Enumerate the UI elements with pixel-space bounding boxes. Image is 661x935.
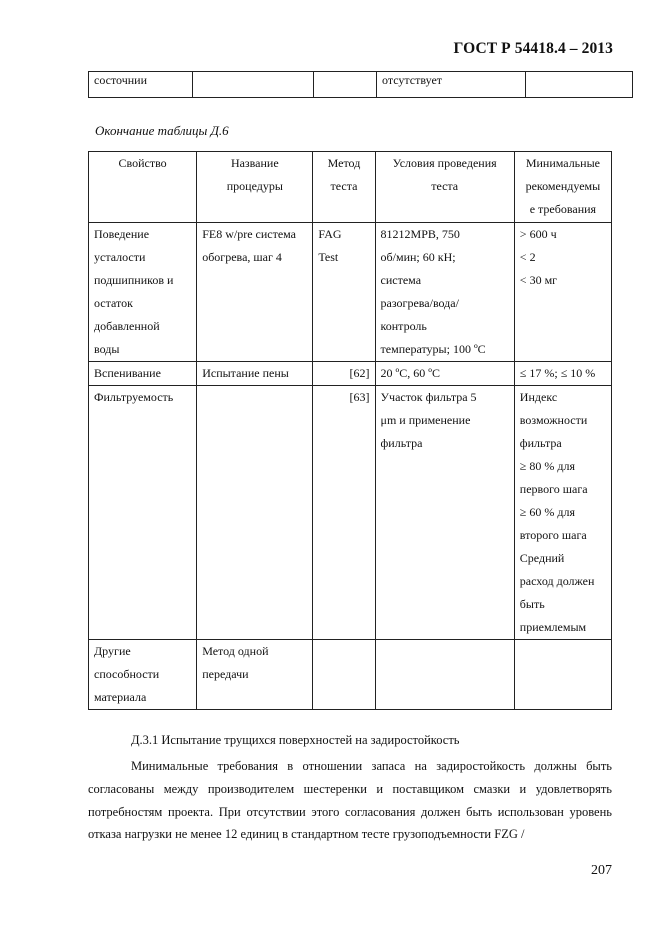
table-cell bbox=[313, 640, 375, 710]
cell-text: материала bbox=[94, 690, 147, 704]
table-cell bbox=[514, 223, 611, 362]
table-cell bbox=[375, 386, 514, 640]
cell-text: подшипников и bbox=[94, 273, 174, 287]
header-text: е требования bbox=[529, 202, 597, 216]
cell-text: [62] bbox=[349, 366, 370, 380]
cell-text: > 600 ч bbox=[519, 227, 557, 241]
table-cell bbox=[313, 362, 375, 386]
column-header bbox=[514, 152, 611, 223]
cell-text: Метод одной bbox=[202, 644, 269, 658]
column-header bbox=[89, 152, 197, 223]
cell-text: второго шага bbox=[519, 528, 587, 542]
column-header bbox=[375, 152, 514, 223]
table-cell bbox=[514, 386, 611, 640]
cell-text: μm и применение bbox=[380, 413, 471, 427]
cell-text: расход должен bbox=[519, 574, 595, 588]
table-row bbox=[89, 362, 612, 386]
previous-table-row bbox=[88, 71, 633, 98]
cell-text: Участок фильтра 5 bbox=[380, 390, 477, 404]
table-cell bbox=[197, 640, 313, 710]
table-header-row bbox=[89, 152, 612, 223]
cell-text: 81212MPB, 750 bbox=[380, 227, 460, 241]
cell-text: FAG bbox=[318, 227, 342, 241]
cell-text: Испытание пены bbox=[202, 366, 289, 380]
cell-text: ≤ 17 %; ≤ 10 % bbox=[519, 366, 596, 380]
cell-text: FE8 w/pre система bbox=[202, 227, 297, 241]
header-text: Свойство bbox=[118, 156, 167, 170]
header-text: теста bbox=[431, 179, 459, 193]
table-row bbox=[89, 223, 612, 362]
properties-table bbox=[88, 151, 612, 710]
table-cell: отсутствует bbox=[377, 72, 526, 98]
table-cell bbox=[526, 72, 633, 98]
header-text: процедуры bbox=[226, 179, 283, 193]
cell-text: Средний bbox=[519, 551, 565, 565]
header-text: рекомендуемы bbox=[525, 179, 601, 193]
header-text: Условия проведения bbox=[392, 156, 497, 170]
cell-text: температуры; 100 ºС bbox=[380, 342, 486, 356]
cell-text: возможности bbox=[519, 413, 588, 427]
cell-text: фильтра bbox=[380, 436, 423, 450]
table-cell bbox=[375, 223, 514, 362]
table-cell bbox=[89, 362, 197, 386]
cell-text: < 30 мг bbox=[519, 273, 558, 287]
header-text: Минимальные bbox=[525, 156, 600, 170]
table-cell bbox=[89, 223, 197, 362]
document-header: ГОСТ Р 54418.4 – 2013 bbox=[453, 40, 613, 57]
table-cell bbox=[197, 362, 313, 386]
cell-text: Поведение bbox=[94, 227, 150, 241]
header-text: теста bbox=[330, 179, 358, 193]
cell-text: быть bbox=[519, 597, 545, 611]
column-header bbox=[197, 152, 313, 223]
cell-text: фильтра bbox=[519, 436, 562, 450]
table-cell bbox=[89, 640, 197, 710]
table-cell bbox=[375, 640, 514, 710]
cell-text: контроль bbox=[380, 319, 427, 333]
cell-text: [63] bbox=[349, 390, 370, 404]
table-caption: Окончание таблицы Д.6 bbox=[95, 123, 229, 138]
cell-text: обогрева, шаг 4 bbox=[202, 250, 282, 264]
table-cell bbox=[193, 72, 314, 98]
cell-text: Test bbox=[318, 250, 339, 264]
table-cell bbox=[313, 223, 375, 362]
cell-text: разогрева/вода/ bbox=[380, 296, 459, 310]
cell-text: Фильтруемость bbox=[94, 390, 174, 404]
table-cell: состочнии bbox=[89, 72, 193, 98]
table-row bbox=[89, 640, 612, 710]
cell-text: добавленной bbox=[94, 319, 160, 333]
cell-text: передачи bbox=[202, 667, 249, 681]
table-row bbox=[89, 72, 633, 98]
cell-text: первого шага bbox=[519, 482, 588, 496]
cell-text: воды bbox=[94, 342, 120, 356]
table-cell bbox=[197, 223, 313, 362]
cell-text: остаток bbox=[94, 296, 133, 310]
cell-text: ≥ 80 % для bbox=[519, 459, 575, 473]
cell-text: система bbox=[380, 273, 422, 287]
header-text: Название bbox=[230, 156, 279, 170]
cell-text: приемлемым bbox=[519, 620, 587, 634]
table-cell bbox=[197, 386, 313, 640]
cell-text: 20 ºС, 60 ºС bbox=[380, 366, 440, 380]
table-cell bbox=[314, 72, 377, 98]
cell-text: Другие bbox=[94, 644, 131, 658]
cell-text: ≥ 60 % для bbox=[519, 505, 575, 519]
header-text: Метод bbox=[327, 156, 361, 170]
table-cell bbox=[89, 386, 197, 640]
page-number: 207 bbox=[591, 863, 612, 878]
table-cell bbox=[514, 362, 611, 386]
cell-text: Вспенивание bbox=[94, 366, 161, 380]
cell-text: Индекс bbox=[519, 390, 558, 404]
table-cell bbox=[375, 362, 514, 386]
column-header bbox=[313, 152, 375, 223]
cell-text: < 2 bbox=[519, 250, 536, 264]
section-title: Д.3.1 Испытание трущихся поверхностей на задиростойкость bbox=[131, 733, 460, 747]
table-cell bbox=[514, 640, 611, 710]
body-paragraph: Минимальные требования в отношении запаса на задиростойкость должны быть согласованы между производителем шестеренки и поставщиком смазки и удовлетворять потребностям проекта. При отсутствии этого согласования должен быть использован уровень отказа нагрузки не менее 12 единиц в стандартном тесте грузоподъемности FZG / bbox=[88, 759, 612, 842]
table-cell bbox=[313, 386, 375, 640]
table-row bbox=[89, 386, 612, 640]
cell-text: способности bbox=[94, 667, 160, 681]
cell-text: усталости bbox=[94, 250, 146, 264]
cell-text: об/мин; 60 кН; bbox=[380, 250, 456, 264]
